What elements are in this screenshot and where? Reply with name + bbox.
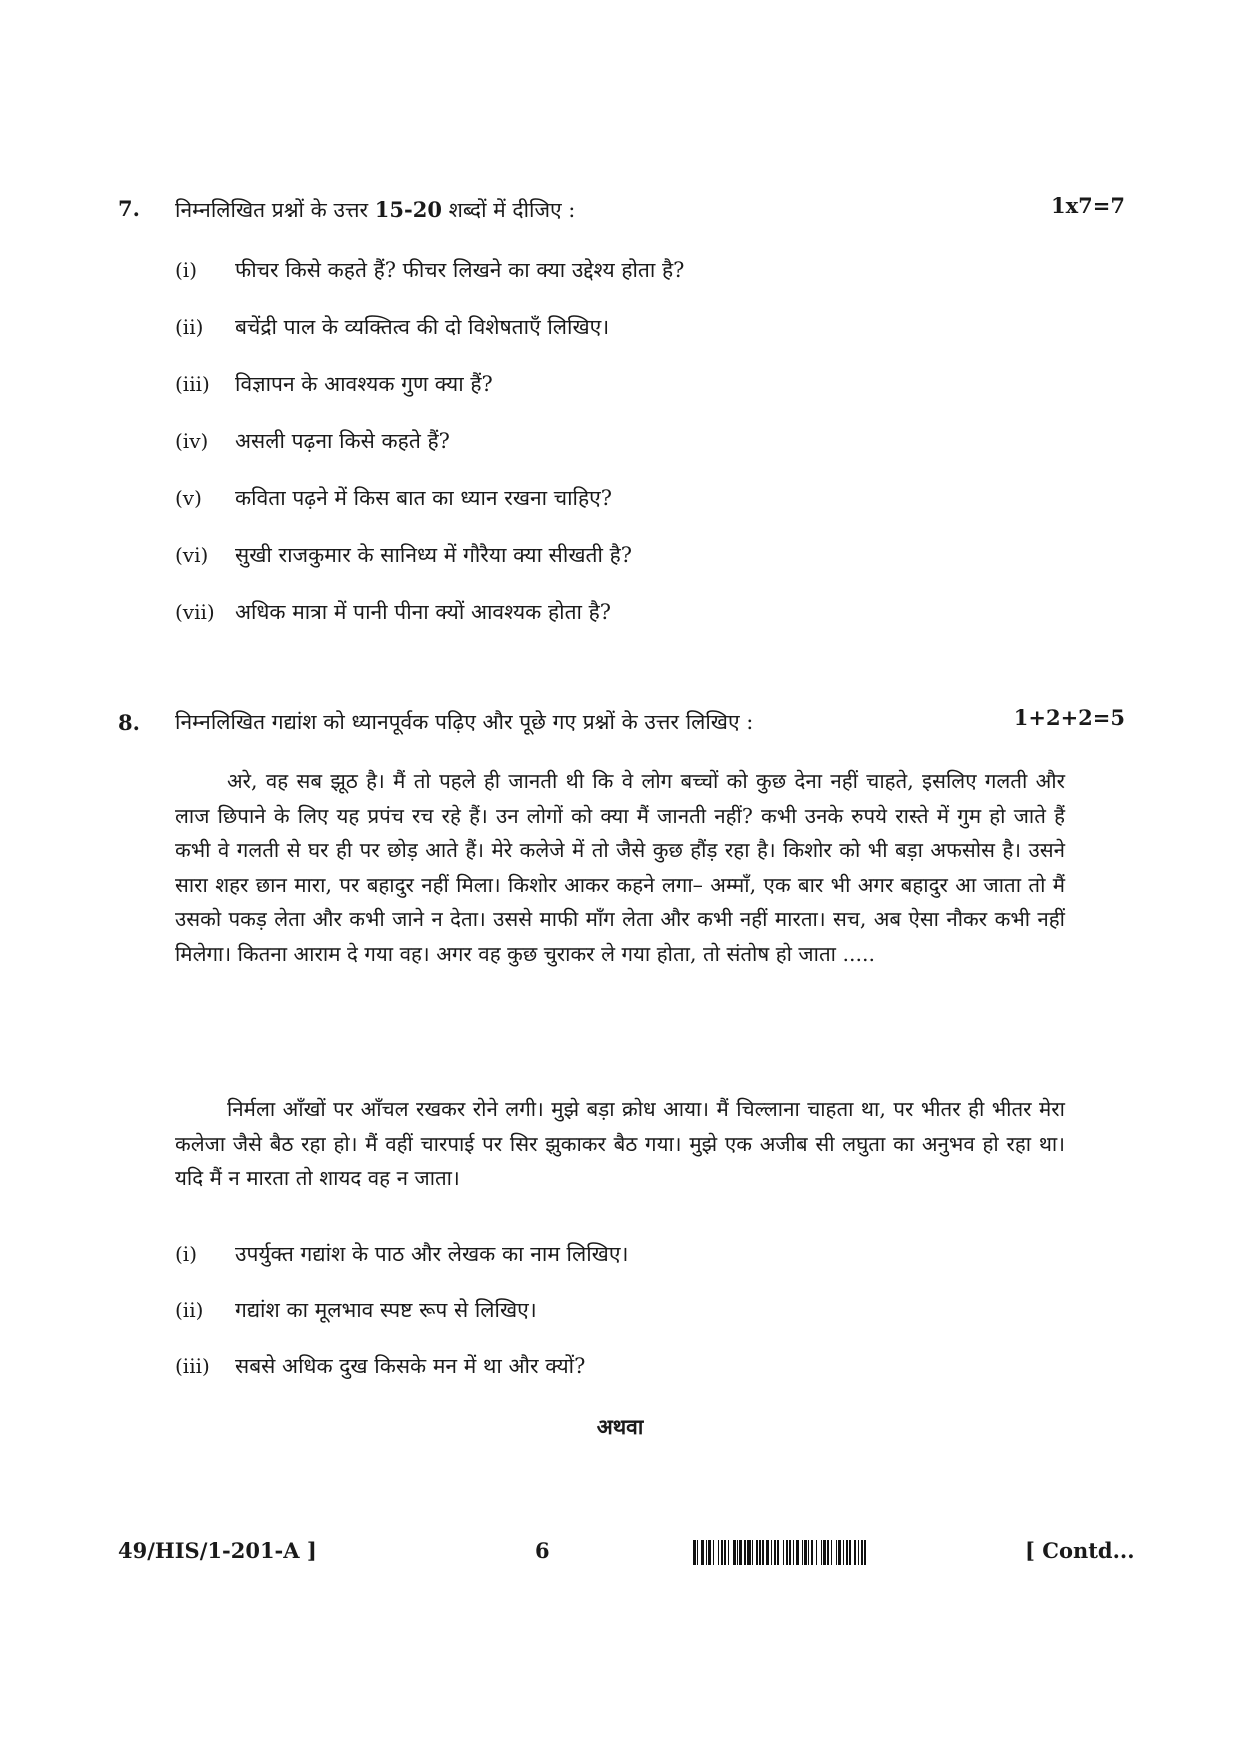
q7-item-text: अधिक मात्रा में पानी पीना क्यों आवश्यक होता है? xyxy=(235,600,612,624)
q7-item-5 xyxy=(175,484,612,512)
roman-numeral: (ii) xyxy=(175,1298,204,1322)
roman-numeral: (vii) xyxy=(175,600,215,624)
q7-item-6 xyxy=(175,541,632,569)
q8-item-1 xyxy=(175,1240,628,1268)
q7-item-text: असली पढ़ना किसे कहते हैं? xyxy=(235,429,450,453)
roman-numeral: (iii) xyxy=(175,372,210,396)
roman-numeral: (v) xyxy=(175,486,202,510)
q7-item-4 xyxy=(175,427,450,455)
contd-label: [ Contd... xyxy=(1025,1538,1135,1563)
q7-instruction-post: शब्दों में दीजिए : xyxy=(448,198,576,222)
roman-numeral: (iii) xyxy=(175,1354,210,1378)
q7-word-range: 15-20 xyxy=(374,197,442,222)
roman-numeral: (iv) xyxy=(175,429,209,453)
q8-passage-paragraph-2: निर्मला आँखों पर आँचल रखकर रोने लगी। मुझे बड़ा क्रोध आया। मैं चिल्लाना चाहता था, पर भीतर ही भीतर मेरा कलेजा जैसे बैठ रहा हो। मैं वहीं चारपाई पर सिर झुकाकर बैठ गया। मुझे एक अजीब सी लघुता का अनुभव हो रहा था। यदि मैं न मारता तो शायद वह न जाता। xyxy=(175,1097,1065,1191)
barcode xyxy=(693,1540,1013,1565)
q7-item-text: विज्ञापन के आवश्यक गुण क्या हैं? xyxy=(235,372,493,396)
or-label: अथवा xyxy=(596,1414,644,1439)
q8-item-3 xyxy=(175,1352,585,1380)
q8-item-text: उपर्युक्त गद्यांश के पाठ और लेखक का नाम लिखिए। xyxy=(235,1242,629,1266)
q8-item-text: सबसे अधिक दुख किसके मन में था और क्यों? xyxy=(235,1354,586,1378)
barcode-bar xyxy=(866,1540,869,1565)
q7-item-text: बचेंद्री पाल के व्यक्तित्व की दो विशेषताएँ लिखिए। xyxy=(235,315,610,339)
page-number: 6 xyxy=(535,1538,550,1563)
q7-item-text: सुखी राजकुमार के सानिध्य में गौरैया क्या सीखती है? xyxy=(235,543,632,567)
q7-number: 7. xyxy=(118,196,140,221)
q7-item-2 xyxy=(175,313,609,341)
roman-numeral: (vi) xyxy=(175,543,209,567)
roman-numeral: (i) xyxy=(175,1242,198,1266)
q7-item-text: कविता पढ़ने में किस बात का ध्यान रखना चाहिए? xyxy=(235,486,613,510)
q7-instruction-pre: निम्नलिखित प्रश्नों के उत्तर xyxy=(175,198,369,222)
q7-item-1 xyxy=(175,256,684,284)
q7-item-3 xyxy=(175,370,493,398)
q7-item-7 xyxy=(175,598,611,626)
q7-item-text: फीचर किसे कहते हैं? फीचर लिखने का क्या उद्देश्य होता है? xyxy=(235,258,685,282)
roman-numeral: (ii) xyxy=(175,315,204,339)
q7-instruction xyxy=(175,196,575,224)
q8-number: 8. xyxy=(118,710,140,735)
q8-item-text: गद्यांश का मूलभाव स्पष्ट रूप से लिखिए। xyxy=(235,1298,537,1322)
q7-marks: 1x7=7 xyxy=(1051,193,1125,218)
q8-passage-paragraph-1: अरे, वह सब झूठ है। मैं तो पहले ही जानती थी कि वे लोग बच्चों को कुछ देना नहीं चाहते, इसलिए गलती और लाज छिपाने के लिए यह प्रपंच रच रहे हैं। उन लोगों को क्या मैं जानती नहीं? कभी उनके रुपये रास्ते में गुम हो जाते हैं कभी वे गलती से घर ही पर छोड़ आते हैं। मेरे कलेजे में तो जैसे कुछ हौंड़ रहा है। किशोर को भी बड़ा अफसोस है। उसने सारा शहर छान मारा, पर बहादुर नहीं मिला। किशोर आकर कहने लगा– अम्माँ, एक बार भी अगर बहादुर आ जाता तो मैं उसको पकड़ लेता और कभी जाने न देता। उससे माफी माँग लेता और कभी नहीं मारता। सच, अब ऐसा नौकर कभी नहीं मिलेगा। कितना आराम दे गया वह। अगर वह कुछ चुराकर ले गया होता, तो संतोष हो जाता ..... xyxy=(175,769,1065,966)
q8-marks: 1+2+2=5 xyxy=(1013,705,1125,730)
q8-item-2 xyxy=(175,1296,537,1324)
q8-instruction: निम्नलिखित गद्यांश को ध्यानपूर्वक पढ़िए और पूछे गए प्रश्नों के उत्तर लिखिए : xyxy=(175,710,754,734)
roman-numeral: (i) xyxy=(175,258,198,282)
paper-code: 49/HIS/1-201-A ] xyxy=(118,1538,317,1563)
